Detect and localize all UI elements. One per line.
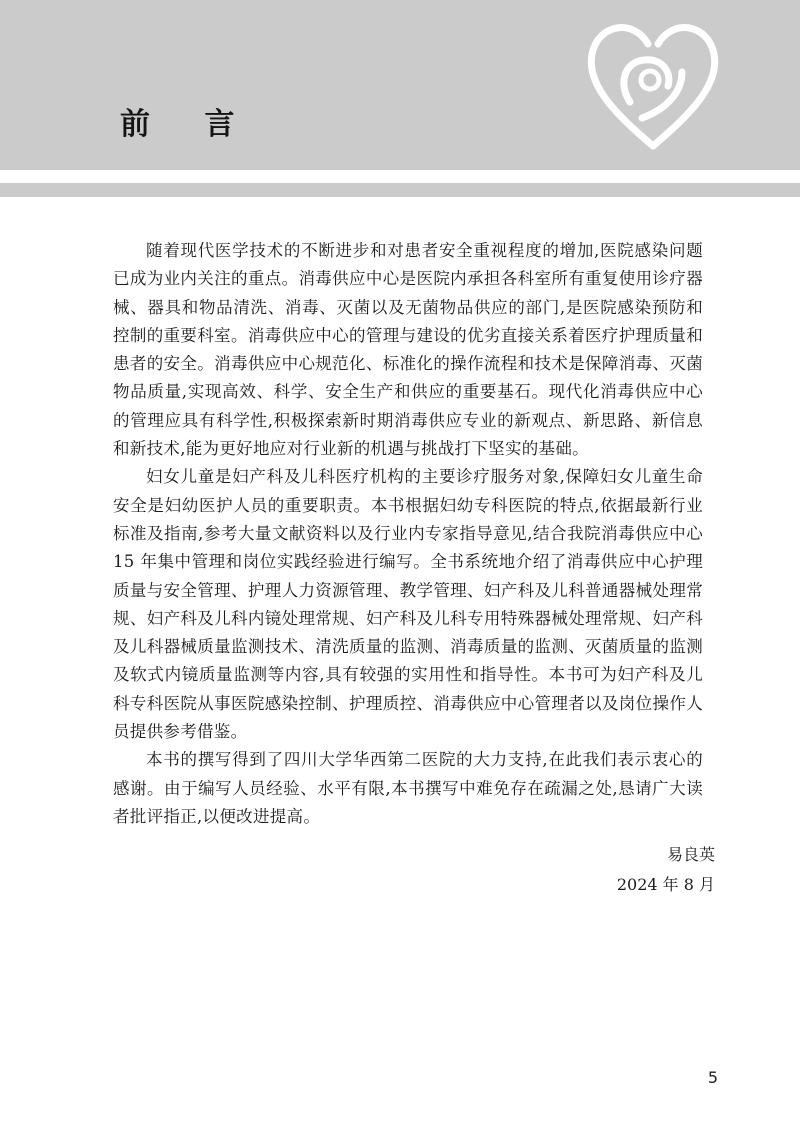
preface-body (113, 237, 703, 831)
author-name: 易良英 (666, 845, 715, 864)
paragraph: 本书的撰写得到了四川大学华西第二医院的大力支持,在此我们表示衷心的感谢。由于编写人员经验、水平有限,本书撰写中难免存在疏漏之处,恳请广大读者批评指正,以便改进提高。 (113, 750, 703, 826)
paragraph: 妇女儿童是妇产科及儿科医疗机构的主要诊疗服务对象,保障妇女儿童生命安全是妇幼医护人员的重要职责。本书根据妇幼专科医院的特点,依据最新行业标准及指南,参考大量文献资料以及行业内专家指导意见,结合我院消毒供应中心 15 年集中管理和岗位实践经验进行编写。全书系统地介绍了消毒供应中心护理质量与安全管理、护理人力资源管理、教学管理、妇产科及儿科普通器械处理常规、妇产科及儿科内镜处理常规、妇产科及儿科专用特殊器械处理常规、妇产科及儿科器械质量监测技术、清洗质量的监测、消毒质量的监测、灭菌质量的监测及软式内镜质量监测等内容,具有较强的实用性和指导性。本书可为妇产科及儿科专科医院从事医院感染控制、护理质控、消毒供应中心管理者以及岗位操作人员提供参考借鉴。 (113, 467, 703, 742)
page-number: 5 (707, 1068, 718, 1087)
date: 2024 年 8 月 (616, 875, 715, 894)
page-title: 前 言 (120, 107, 257, 142)
signature-block (515, 840, 715, 900)
paragraph: 随着现代医学技术的不断进步和对患者安全重视程度的增加,医院感染问题已成为业内关注的重点。消毒供应中心是医院内承担各科室所有重复使用诊疗器械、器具和物品清洗、消毒、灭菌以及无菌物品供应的部门,是医院感染预防和控制的重要科室。消毒供应中心的管理与建设的优劣直接关系着医疗护理质量和患者的安全。消毒供应中心规范化、标准化的操作流程和技术是保障消毒、灭菌物品质量,实现高效、科学、安全生产和供应的重要基石。现代化消毒供应中心的管理应具有科学性,积极探索新时期消毒供应专业的新观点、新思路、新信息和新技术,能为更好地应对行业新的机遇与挑战打下坚实的基础。 (113, 241, 703, 459)
mother-child-heart-icon (578, 6, 728, 156)
header-stripe (0, 183, 800, 197)
